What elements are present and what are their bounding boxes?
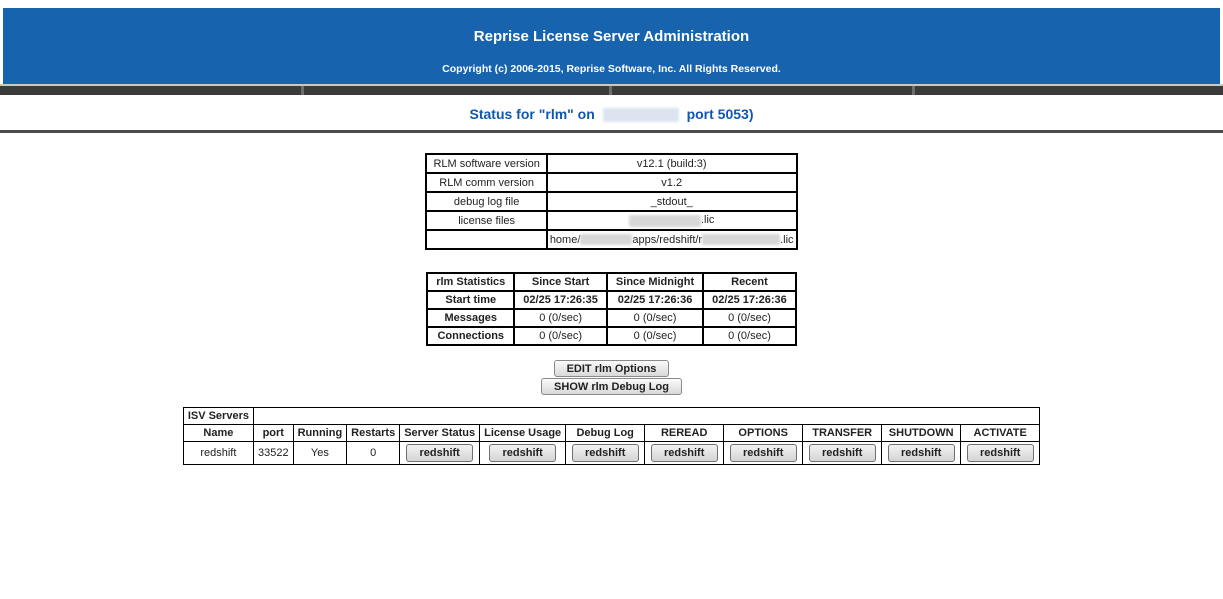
info-label: RLM software version [426, 154, 546, 173]
action-buttons [0, 360, 1223, 395]
redacted-path-part [580, 234, 632, 245]
stats-header: rlm Statistics [427, 273, 514, 291]
stats-header: Recent [703, 273, 796, 291]
isv-server-row [183, 442, 1039, 465]
license-file-suffix: .lic [700, 214, 715, 227]
license-usage-button[interactable]: redshift [489, 444, 556, 462]
isv-server-name: redshift [183, 442, 253, 465]
isv-header-license-usage: License Usage [480, 425, 566, 442]
redacted-nav-segment [915, 86, 1223, 95]
stats-row-label: Messages [427, 309, 514, 327]
license-path-suffix: .lic [780, 233, 794, 246]
header-banner [3, 8, 1220, 84]
show-rlm-debug-log-button[interactable]: SHOW rlm Debug Log [541, 378, 682, 395]
info-value: v12.1 (build:3) [547, 154, 797, 173]
isv-cell [400, 442, 480, 465]
isv-cell [480, 442, 566, 465]
redacted-nav-bar [0, 86, 1223, 95]
table-header-row [183, 425, 1039, 442]
redacted-hostname [603, 108, 679, 122]
isv-header-reread: REREAD [645, 425, 724, 442]
isv-header-debug-log: Debug Log [566, 425, 645, 442]
redacted-nav-segment [0, 86, 301, 95]
isv-cell [645, 442, 724, 465]
info-value [547, 230, 797, 249]
info-value: v1.2 [547, 173, 797, 192]
isv-cell [961, 442, 1040, 465]
isv-header-shutdown: SHUTDOWN [882, 425, 961, 442]
redacted-path-part [702, 234, 780, 245]
info-value: _stdout_ [547, 192, 797, 211]
activate-button[interactable]: redshift [967, 444, 1034, 462]
redacted-nav-segment [304, 86, 609, 95]
table-row [427, 327, 796, 345]
copyright-text: Copyright (c) 2006-2015, Reprise Software, Inc. All Rights Reserved. [442, 63, 781, 75]
stats-value: 0 (0/sec) [607, 327, 703, 345]
isv-cell [803, 442, 882, 465]
info-label: debug log file [426, 192, 546, 211]
license-path-mid: apps/redshift/r [632, 233, 703, 246]
table-row [426, 230, 796, 249]
table-row [426, 173, 796, 192]
isv-header-activate: ACTIVATE [961, 425, 1040, 442]
stats-header: Since Start [514, 273, 607, 291]
isv-header-name: Name [183, 425, 253, 442]
isv-header-server-status: Server Status [400, 425, 480, 442]
reread-button[interactable]: redshift [651, 444, 718, 462]
status-heading [0, 106, 1223, 123]
isv-servers-label: ISV Servers [183, 408, 253, 425]
page-title: Reprise License Server Administration [473, 28, 750, 45]
stats-value: 02/25 17:26:35 [514, 291, 607, 309]
isv-header-restarts: Restarts [347, 425, 400, 442]
stats-value: 02/25 17:26:36 [607, 291, 703, 309]
options-button[interactable]: redshift [730, 444, 797, 462]
info-label: RLM comm version [426, 173, 546, 192]
transfer-button[interactable]: redshift [809, 444, 876, 462]
stats-value: 0 (0/sec) [514, 327, 607, 345]
isv-cell [882, 442, 961, 465]
stats-row-label: Connections [427, 327, 514, 345]
table-row [183, 408, 1039, 425]
stats-header: Since Midnight [607, 273, 703, 291]
isv-server-port: 33522 [253, 442, 293, 465]
info-label: license files [426, 211, 546, 230]
table-row [427, 291, 796, 309]
isv-server-restarts: 0 [347, 442, 400, 465]
stats-value: 0 (0/sec) [703, 309, 796, 327]
server-status-button[interactable]: redshift [406, 444, 473, 462]
shutdown-button[interactable]: redshift [888, 444, 955, 462]
isv-servers-table [183, 407, 1040, 465]
redacted-license-file [629, 215, 701, 227]
isv-servers-filler [253, 408, 1039, 425]
table-row [427, 309, 796, 327]
table-header-row [427, 273, 796, 291]
isv-cell [566, 442, 645, 465]
status-heading-suffix: port 5053) [686, 106, 754, 122]
table-row [426, 192, 796, 211]
redacted-nav-segment [612, 86, 912, 95]
info-value [547, 211, 797, 230]
isv-header-running: Running [293, 425, 347, 442]
heading-rule [0, 130, 1223, 133]
info-label-empty [426, 230, 546, 249]
isv-header-port: port [253, 425, 293, 442]
table-row [426, 154, 796, 173]
status-heading-prefix: Status for "rlm" on [469, 106, 595, 122]
debug-log-button[interactable]: redshift [572, 444, 639, 462]
license-path-pre: home/ [549, 233, 581, 246]
edit-rlm-options-button[interactable]: EDIT rlm Options [554, 360, 670, 377]
stats-value: 0 (0/sec) [607, 309, 703, 327]
isv-header-options: OPTIONS [724, 425, 803, 442]
isv-server-running: Yes [293, 442, 347, 465]
stats-value: 02/25 17:26:36 [703, 291, 796, 309]
isv-cell [724, 442, 803, 465]
isv-header-transfer: TRANSFER [803, 425, 882, 442]
stats-row-label: Start time [427, 291, 514, 309]
stats-value: 0 (0/sec) [703, 327, 796, 345]
stats-value: 0 (0/sec) [514, 309, 607, 327]
rlm-info-table [425, 153, 797, 250]
table-row [426, 211, 796, 230]
rlm-statistics-table [426, 272, 797, 346]
